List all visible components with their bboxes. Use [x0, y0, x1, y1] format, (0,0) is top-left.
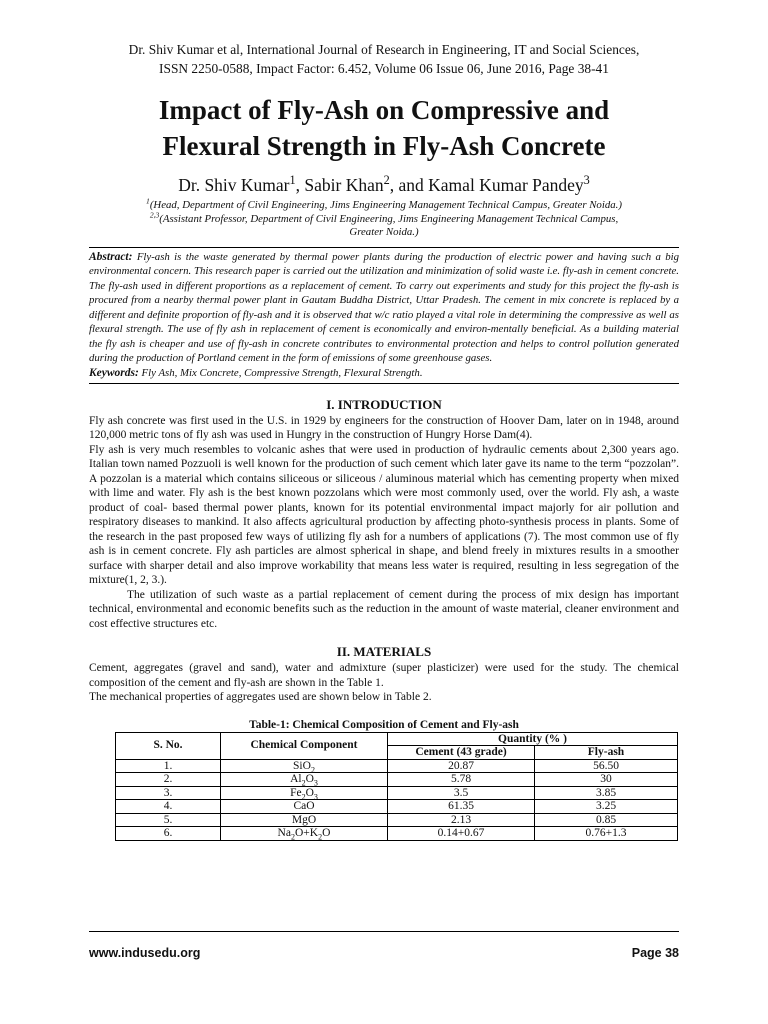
header-line-1: Dr. Shiv Kumar et al, International Journal of Research in Engineering, IT and Social Sciences,	[128, 42, 640, 57]
paper-page	[89, 40, 679, 841]
formula-part: O	[322, 827, 331, 839]
cell-cement: 61.35	[388, 800, 535, 814]
header-quantity: Quantity (% )	[388, 732, 678, 746]
cell-component	[221, 759, 388, 773]
journal-header	[89, 40, 679, 78]
cell-component	[221, 786, 388, 800]
intro-paragraph-3: The utilization of such waste as a partial replacement of cement during the process of mix design has important technical, environmental and economic benefits such as the reduction in the amount of waste material, cleaner environment and cost effective structures etc.	[89, 588, 679, 630]
page-footer	[89, 931, 679, 960]
header-component: Chemical Component	[221, 732, 388, 759]
cell-component	[221, 773, 388, 787]
chemical-composition-table	[115, 732, 678, 841]
keywords	[89, 366, 679, 384]
paper-title	[89, 92, 679, 164]
abstract-label: Abstract:	[89, 250, 133, 263]
footer-website-link[interactable]: www.indusedu.org	[89, 946, 201, 960]
formula-part: Na	[277, 827, 291, 839]
cell-cement: 20.87	[388, 759, 535, 773]
cell-flyash: 3.85	[535, 786, 678, 800]
author-name: Sabir Khan	[304, 175, 384, 195]
title-line-2: Flexural Strength in Fly-Ash Concrete	[162, 131, 606, 161]
cell-cement: 2.13	[388, 813, 535, 827]
affiliation-text: (Head, Department of Civil Engineering, Jims Engineering Management Technical Campus, Greater Noida.)	[149, 199, 622, 211]
author-separator: , and	[389, 175, 429, 195]
cell-sno: 3.	[116, 786, 221, 800]
author-superscript: 3	[583, 173, 590, 188]
affiliation-1	[89, 196, 679, 213]
section-heading-materials: II. MATERIALS	[336, 644, 432, 659]
header-sno: S. No.	[116, 732, 221, 759]
header-line-2: ISSN 2250-0588, Impact Factor: 6.452, Volume 06 Issue 06, June 2016, Page 38-41	[159, 61, 609, 76]
table-row	[116, 800, 678, 814]
table-row	[116, 759, 678, 773]
cell-component	[221, 827, 388, 841]
materials-paragraph-1: Cement, aggregates (gravel and sand), water and admixture (super plasticizer) were used for the study. The chemical composition of the cement and fly-ash are shown in the Table 1.	[89, 662, 679, 689]
cell-flyash: 56.50	[535, 759, 678, 773]
table-row	[116, 813, 678, 827]
cell-sno: 5.	[116, 813, 221, 827]
table-row	[116, 786, 678, 800]
cell-cement: 3.5	[388, 786, 535, 800]
affiliation-superscript: 2,3	[149, 209, 160, 219]
formula-part: SiO	[293, 759, 311, 772]
cell-component: CaO	[221, 800, 388, 814]
affiliation-3: Greater Noida.)	[349, 226, 419, 238]
author-list	[89, 174, 679, 196]
affiliation-text: (Assistant Professor, Department of Civil Engineering, Jims Engineering Management Technical Campus,	[159, 212, 619, 225]
formula-subscript: 3	[313, 778, 318, 788]
formula-subscript: 3	[313, 791, 318, 801]
cell-flyash: 30	[535, 773, 678, 787]
formula-subscript: 2	[290, 832, 295, 842]
affiliation-2	[89, 209, 679, 227]
cell-cement: 0.14+0.67	[388, 827, 535, 841]
formula-subscript: 2	[318, 832, 323, 842]
keywords-text: Fly Ash, Mix Concrete, Compressive Strength, Flexural Strength.	[141, 366, 423, 379]
table-row	[116, 773, 678, 787]
affiliations	[89, 196, 679, 240]
author-name: Kamal Kumar Pandey	[428, 175, 584, 195]
formula-part: Al	[290, 773, 302, 785]
intro-paragraph-1: Fly ash concrete was first used in the U.S. in 1929 by engineers for the construction of Hoover Dam, later on in 1948, around 120,000 metric tons of fly ash was used in Hungry in the construction of Hungry Horse Dam(4).	[89, 414, 679, 441]
table-caption: Table-1: Chemical Composition of Cement and Fly-ash	[249, 718, 519, 731]
cell-sno: 6.	[116, 827, 221, 841]
cell-sno: 1.	[116, 759, 221, 773]
author-superscript: 1	[289, 173, 296, 188]
cell-sno: 2.	[116, 773, 221, 787]
section-heading-introduction: I. INTRODUCTION	[326, 396, 442, 412]
keywords-label: Keywords:	[89, 366, 139, 379]
formula-part: O	[305, 786, 314, 799]
author-superscript: 2	[383, 173, 390, 188]
formula-subscript: 2	[301, 778, 306, 788]
table-row	[116, 827, 678, 841]
cell-sno: 4.	[116, 800, 221, 814]
author-separator: ,	[295, 175, 305, 195]
cell-component: MgO	[221, 813, 388, 827]
formula-part: O+K	[295, 827, 319, 839]
footer-page-number: Page 38	[631, 946, 679, 960]
abstract	[89, 247, 679, 366]
header-cement: Cement (43 grade)	[388, 746, 535, 760]
cell-cement: 5.78	[388, 773, 535, 787]
intro-paragraph-2: Fly ash is very much resembles to volcanic ashes that were used in production of hydraulic cements about 2,300 years ago. Italian town named Pozzuoli is well known for the production of such cement which later gave its name to the term “pozzolan”. A pozzolan is a material which contains siliceous or siliceous / aluminous material which has cementing property when mixed with lime and water. Fly ash is the best known pozzolans which were most commonly used, over the world. Fly ash, a waste product of coal- based thermal power plants, known for its potential environmental impact majorly for air pollution and respiratory diseases to mankind. It also affects agricultural production by affecting photo-synthesis process in plants. Some of the research in the past proposed few ways of utilizing fly ash for a numbers of applications (7). The most common use of fly ash is in cement concrete. Fly ash particles are almost spherical in shape, and blend freely in mixtures results in a smoother surface with sharper detail and also improve workability that means less water is required, resulting in less segregation of the mixture(1, 2, 3.).	[89, 443, 679, 586]
cell-flyash: 0.85	[535, 813, 678, 827]
title-line-1: Impact of Fly-Ash on Compressive and	[158, 95, 610, 125]
header-flyash: Fly-ash	[535, 746, 678, 760]
formula-subscript: 2	[301, 791, 306, 801]
cell-flyash: 3.25	[535, 800, 678, 814]
table-header-row	[116, 732, 678, 746]
affiliation-superscript: 1	[146, 196, 150, 206]
formula-subscript: 2	[310, 764, 315, 774]
abstract-text: Fly-ash is the waste generated by thermal power plants during the production of electric power and having such a big environmental concern. This research paper is carried out the utilization and minimization of solid waste i.e. fly-ash in cement concrete. The fly-ash used in different proportions as a replacement of cement. To carry out experiments and study for this project the fly-ash is procured from a nearby thermal power plant in Gautam Buddha District, Uttar Pradesh. The cement in mix concrete is replaced by a different and definite proportion of fly-ash and it is observed that w/c ratio played a vital role in determining the compressive as well as flexural strength. The use of fly ash in replacement of cement is economically and environ-mentally beneficial. As a building material the fly ash is cheaper and use of fly-ash in concrete contributes to environmental protection and helps to control pollution generated during the production of Portland cement in the form of emissions of some greenhouse gases.	[89, 250, 680, 364]
author-name: Dr. Shiv Kumar	[178, 175, 290, 195]
cell-flyash: 0.76+1.3	[535, 827, 678, 841]
materials-paragraph-2: The mechanical properties of aggregates used are shown below in Table 2.	[89, 691, 432, 703]
formula-part: Fe	[290, 786, 302, 799]
formula-part: O	[305, 773, 314, 785]
